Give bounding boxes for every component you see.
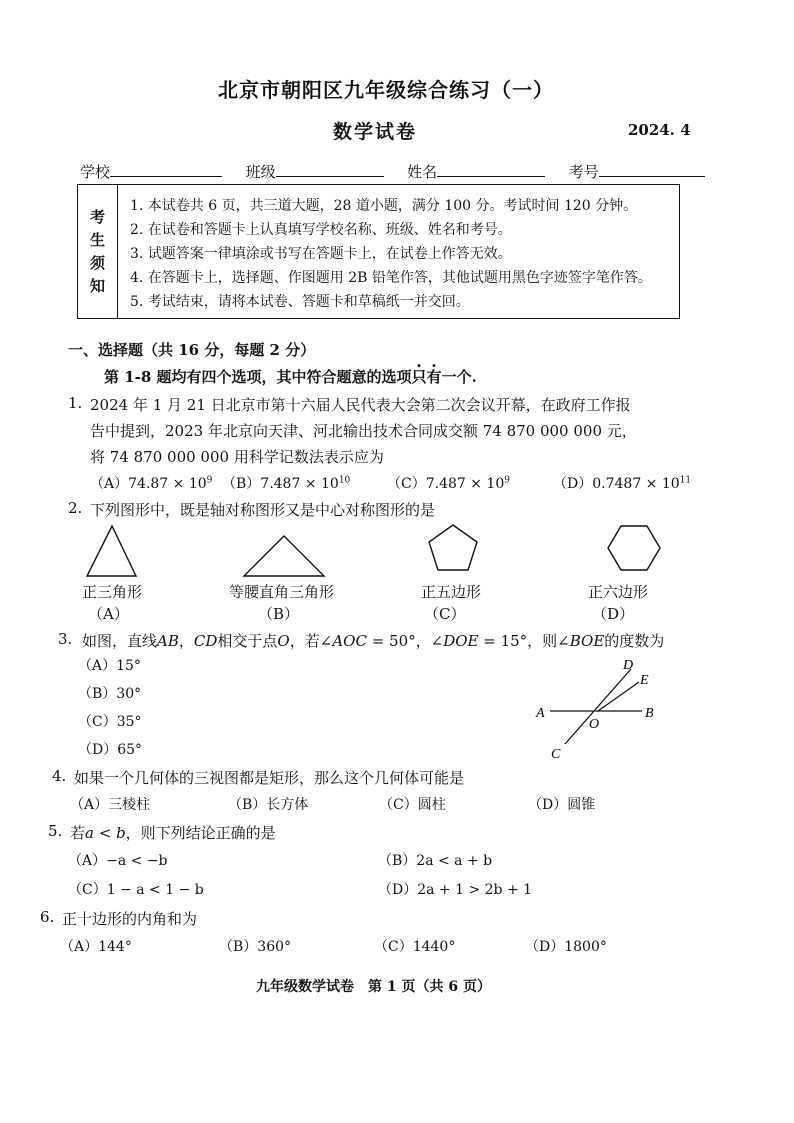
notice-item: 3. 试题答案一律填涂或书写在答题卡上，在试卷上作答无效。 xyxy=(130,246,512,262)
option-exponent: 11 xyxy=(679,475,692,486)
q4-option-d[interactable]: （D）圆锥 xyxy=(528,797,596,813)
instruction-emphasis: 只 xyxy=(411,368,427,386)
q3-option-a[interactable]: （A）15° xyxy=(78,658,141,674)
q4-stem: 如果一个几何体的三视图都是矩形，那么这个几何体可能是 xyxy=(74,769,465,787)
isosceles-right-triangle-shape[interactable] xyxy=(244,536,324,576)
angle-boe: BOE xyxy=(569,632,605,650)
regular-hexagon-shape[interactable] xyxy=(608,526,660,570)
student-info-row xyxy=(80,161,705,182)
q3-option-c[interactable]: （C）35° xyxy=(78,714,142,730)
notice-items xyxy=(130,194,652,314)
option-value: 0.7487 × 10 xyxy=(592,476,680,492)
option-value: 7.487 × 10 xyxy=(260,476,339,492)
section-instruction xyxy=(104,366,477,387)
notice-item: 5. 考试结束，请将本试卷、答题卡和草稿纸一并交回。 xyxy=(130,294,470,310)
shape-letter-b[interactable]: （B） xyxy=(258,605,300,623)
notice-label xyxy=(78,185,118,318)
q6-stem: 正十边形的内角和为 xyxy=(62,910,198,928)
q5-option-d[interactable]: （D）2a + 1 > 2b + 1 xyxy=(378,882,533,898)
label-o: O xyxy=(589,717,600,732)
q5-number: 5. xyxy=(48,822,63,840)
option-label: （C） xyxy=(387,476,426,492)
instruction-text: 第 1-8 题均有四个选项，其中符合题意的选项 xyxy=(104,368,412,386)
stem-text: = 50°，∠ xyxy=(366,632,444,650)
line-cd-segment xyxy=(565,669,631,744)
stem-text: 的度数为 xyxy=(604,632,665,650)
shape-letter-a[interactable]: （A） xyxy=(88,605,129,623)
shape-caption-a: 正三角形 xyxy=(82,583,143,601)
line-cd: CD xyxy=(193,632,218,650)
notice-item: 4. 在答题卡上，选择题、作图题用 2B 铅笔作答，其他试题用黑色字迹签字笔作答。 xyxy=(130,270,652,286)
q5-option-c[interactable]: （C）1 − a < 1 − b xyxy=(68,882,204,898)
q5-option-b[interactable]: （B）2a < a + b xyxy=(378,853,493,869)
q3-number: 3. xyxy=(58,630,73,648)
school-blank[interactable] xyxy=(110,162,222,177)
option-exponent: 9 xyxy=(206,475,213,486)
shape-letter-c[interactable]: （C） xyxy=(424,605,466,623)
q5-stem xyxy=(70,822,276,843)
q1-option-a[interactable] xyxy=(90,473,212,493)
shape-caption-d: 正六边形 xyxy=(588,583,649,601)
q3-option-d[interactable]: （D）65° xyxy=(78,742,143,758)
shape-caption-c: 正五边形 xyxy=(421,583,482,601)
name-blank[interactable] xyxy=(437,162,545,177)
instruction-emphasis: 有 xyxy=(426,368,442,386)
exam-title: 北京市朝阳区九年级综合练习（一） xyxy=(218,78,554,102)
option-exponent: 10 xyxy=(338,475,351,486)
stem-text: ，则下列结论正确的是 xyxy=(125,824,276,842)
angle-doe: DOE xyxy=(443,632,479,650)
section-heading: 一、选择题（共 16 分，每题 2 分） xyxy=(68,341,316,359)
label-a: A xyxy=(536,706,545,721)
notice-label-char: 知 xyxy=(89,276,105,295)
exam-no-label: 考号 xyxy=(568,163,599,181)
q6-option-c[interactable]: （C）1440° xyxy=(374,939,456,955)
notice-item: 2. 在试卷和答题卡上认真填写学校名称、班级、姓名和考号。 xyxy=(130,222,512,238)
exam-subtitle: 数学试卷 xyxy=(333,121,418,143)
q4-option-a[interactable]: （A）三棱柱 xyxy=(70,797,151,813)
q6-option-a[interactable]: （A）144° xyxy=(60,939,132,955)
q1-option-d[interactable] xyxy=(553,473,691,493)
label-c: C xyxy=(551,747,561,762)
q2-number: 2. xyxy=(68,499,83,517)
q1-option-b[interactable] xyxy=(222,473,350,493)
q2-stem: 下列图形中，既是轴对称图形又是中心对称图形的是 xyxy=(90,501,436,519)
label-b: B xyxy=(645,706,654,721)
notice-label-char: 考 xyxy=(89,207,105,226)
stem-text: ， xyxy=(178,632,194,650)
notice-label-char: 须 xyxy=(89,253,105,272)
notice-box xyxy=(77,184,680,319)
q1-line1: 2024 年 1 月 21 日北京市第十六届人民代表大会第二次会议开幕，在政府工作报 xyxy=(90,396,631,414)
q6-option-d[interactable]: （D）1800° xyxy=(525,939,607,955)
notice-item: 1. 本试卷共 6 页，共三道大题，28 道小题，满分 100 分。考试时间 120 分钟。 xyxy=(130,198,638,214)
q6-number: 6. xyxy=(40,908,55,926)
angle-aoc: AOC xyxy=(332,632,367,650)
q1-line2: 告中提到，2023 年北京向天津、河北输出技术合同成交额 74 870 000 000 元， xyxy=(90,422,637,440)
class-blank[interactable] xyxy=(276,162,384,177)
option-label: （B） xyxy=(222,476,261,492)
stem-text: 相交于点 xyxy=(217,632,278,650)
q3-stem xyxy=(82,630,664,651)
q1-line3: 将 74 870 000 000 用科学记数法表示应为 xyxy=(90,448,384,466)
q6-option-b[interactable]: （B）360° xyxy=(219,939,292,955)
exam-date: 2024. 4 xyxy=(628,121,691,139)
stem-text: 如图，直线 xyxy=(82,632,158,650)
stem-text: 若 xyxy=(70,824,86,842)
label-e: E xyxy=(640,673,649,688)
q4-option-c[interactable]: （C）圆柱 xyxy=(379,797,446,813)
q4-number: 4. xyxy=(52,767,67,785)
notice-label-char: 生 xyxy=(89,230,105,249)
stem-text: ，若∠ xyxy=(289,632,333,650)
q2-shapes xyxy=(80,522,680,584)
q3-option-b[interactable]: （B）30° xyxy=(78,686,142,702)
q1-number: 1. xyxy=(68,394,83,412)
option-label: （D） xyxy=(553,476,593,492)
shape-letter-d[interactable]: （D） xyxy=(592,605,635,623)
q4-option-b[interactable]: （B）长方体 xyxy=(228,797,309,813)
regular-pentagon-shape[interactable] xyxy=(429,525,477,570)
ray-oe-segment xyxy=(598,682,639,711)
option-value: 7.487 × 10 xyxy=(425,476,505,492)
option-value: 74.87 × 10 xyxy=(128,476,207,492)
page-footer: 九年级数学试卷 第 1 页（共 6 页） xyxy=(256,979,491,995)
exam-no-blank[interactable] xyxy=(599,162,705,177)
name-label: 姓名 xyxy=(407,163,438,181)
line-ab: AB xyxy=(157,632,179,650)
q3-figure xyxy=(530,652,670,764)
q5-option-a[interactable]: （A）−a < −b xyxy=(68,853,168,869)
stem-text: = 15°，则∠ xyxy=(478,632,570,650)
option-exponent: 9 xyxy=(504,475,510,486)
class-label: 班级 xyxy=(245,163,276,181)
school-label: 学校 xyxy=(80,163,111,181)
point-o: O xyxy=(277,632,290,650)
inequality-expr: a < b xyxy=(85,824,126,842)
equilateral-triangle-shape[interactable] xyxy=(87,526,136,576)
instruction-text: 一个. xyxy=(441,368,477,386)
q1-option-c[interactable] xyxy=(387,473,510,493)
shape-caption-b: 等腰直角三角形 xyxy=(229,583,335,601)
label-d: D xyxy=(623,658,634,673)
option-label: （A） xyxy=(90,476,129,492)
